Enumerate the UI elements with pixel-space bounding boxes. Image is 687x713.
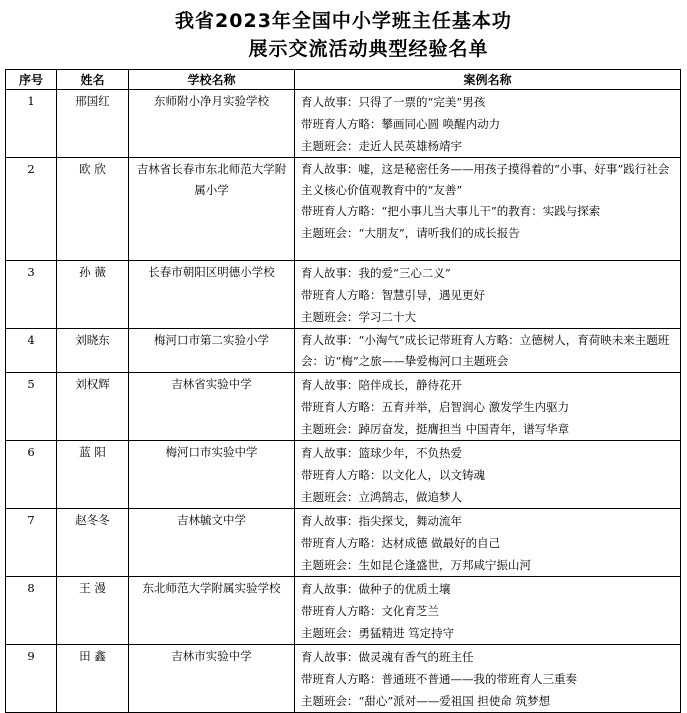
row-name: 蓝 阳 — [79, 445, 106, 459]
row-no: 9 — [27, 649, 35, 663]
case-meeting: 主题班会：“甜心”派对——爱祖国 担使命 筑梦想 — [301, 694, 551, 708]
case-strategy: 带班育人方略：以文化人，以文铸魂 — [301, 468, 485, 482]
row-no: 5 — [27, 377, 35, 391]
row-name: 邢国红 — [75, 94, 110, 108]
row-school: 梅河口市实验中学 — [165, 445, 258, 459]
row-name: 田 鑫 — [79, 649, 106, 663]
case-strategy: 带班育人方略：文化育芝兰 — [301, 604, 439, 618]
case-meeting: 主题班会：勇猛精进 笃定持守 — [301, 626, 455, 640]
row-school: 吉林市实验中学 — [171, 649, 252, 663]
case-story: 育人故事：做灵魂有香气的班主任 — [301, 650, 474, 664]
case-story: 育人故事：做种子的优质土壤 — [301, 582, 451, 596]
case-story: 育人故事：陪伴成长，静待花开 — [301, 378, 462, 392]
case-meeting: 主题班会：学习二十大 — [301, 310, 416, 324]
row-school: 长春市朝阳区明德小学校 — [148, 265, 275, 279]
case-meeting: 主题班会：踔厉奋发，挺膺担当 中国青年，谱写华章 — [301, 422, 570, 436]
table-row — [6, 329, 681, 373]
table-row — [6, 645, 681, 713]
case-combined: 育人故事：“小淘气”成长记带班育人方略：立德树人，育荷映未来主题班会：访“梅”之旅——挚爱梅河口主题班会 — [301, 333, 670, 368]
table-row — [6, 441, 681, 509]
case-story: 育人故事：我的爱“三心二义” — [301, 266, 451, 280]
case-story: 育人故事：嘘，这是秘密任务——用孩子摸得着的“小事、好事”践行社会主义核心价值观教育中的“友善” — [301, 162, 670, 197]
case-strategy: 带班育人方略：普通班不普通——我的带班育人三重奏 — [301, 672, 577, 686]
case-story: 育人故事：指尖探戈，舞动流年 — [301, 514, 462, 528]
row-school: 东北师范大学附属实验学校 — [142, 581, 281, 595]
row-no: 6 — [27, 445, 35, 459]
roster-table — [5, 69, 681, 713]
header-case: 案例名称 — [295, 70, 681, 90]
case-meeting: 主题班会：生如昆仑逢盛世，万邦咸宁振山河 — [301, 558, 531, 572]
row-name: 刘权辉 — [75, 377, 110, 391]
row-name: 刘晓东 — [75, 333, 110, 347]
table-row — [6, 509, 681, 577]
row-no: 2 — [27, 162, 35, 176]
row-no: 8 — [27, 581, 35, 595]
row-no: 1 — [27, 94, 35, 108]
case-strategy: 带班育人方略：达材成德 做最好的自己 — [301, 536, 501, 550]
row-name: 欧 欣 — [79, 162, 106, 176]
table-header-row — [6, 70, 681, 90]
row-school: 吉林省长春市东北师范大学附属小学 — [136, 162, 287, 197]
document-title-line2: 展示交流活动典型经验名单 — [248, 38, 489, 60]
row-no: 7 — [27, 513, 35, 527]
row-name: 王 漫 — [79, 581, 106, 595]
row-school: 梅河口市第二实验小学 — [154, 333, 269, 347]
case-story: 育人故事：只得了一票的“完美”男孩 — [301, 95, 486, 109]
header-school: 学校名称 — [129, 70, 295, 90]
header-no: 序号 — [6, 70, 57, 90]
table-row — [6, 577, 681, 645]
header-name: 姓名 — [57, 70, 129, 90]
row-school: 东师附小净月实验学校 — [154, 94, 269, 108]
case-meeting: 主题班会：走近人民英雄杨靖宇 — [301, 139, 462, 153]
case-strategy: 带班育人方略：“把小事儿当大事儿干”的教育：实践与探索 — [301, 204, 601, 218]
case-story: 育人故事：篮球少年，不负热爱 — [301, 446, 462, 460]
row-school: 吉林毓文中学 — [177, 513, 246, 527]
case-meeting: 主题班会：“大朋友”，请听我们的成长报告 — [301, 226, 520, 240]
table-row — [6, 158, 681, 261]
row-no: 4 — [27, 333, 35, 347]
row-name: 孙 薇 — [79, 265, 106, 279]
table-row — [6, 90, 681, 158]
case-meeting: 主题班会：立鸿鹄志，做追梦人 — [301, 490, 462, 504]
row-no: 3 — [27, 265, 35, 279]
row-school: 吉林省实验中学 — [171, 377, 252, 391]
case-strategy: 带班育人方略：攀画同心圆 唤醒内动力 — [301, 117, 501, 131]
case-strategy: 带班育人方略：智慧引导，遇见更好 — [301, 288, 485, 302]
document-title-line1: 我省2023年全国中小学班主任基本功 — [175, 10, 512, 32]
row-name: 赵冬冬 — [75, 513, 110, 527]
table-row — [6, 261, 681, 329]
table-row — [6, 373, 681, 441]
case-strategy: 带班育人方略：五育并举，启智润心 激发学生内驱力 — [301, 400, 570, 414]
